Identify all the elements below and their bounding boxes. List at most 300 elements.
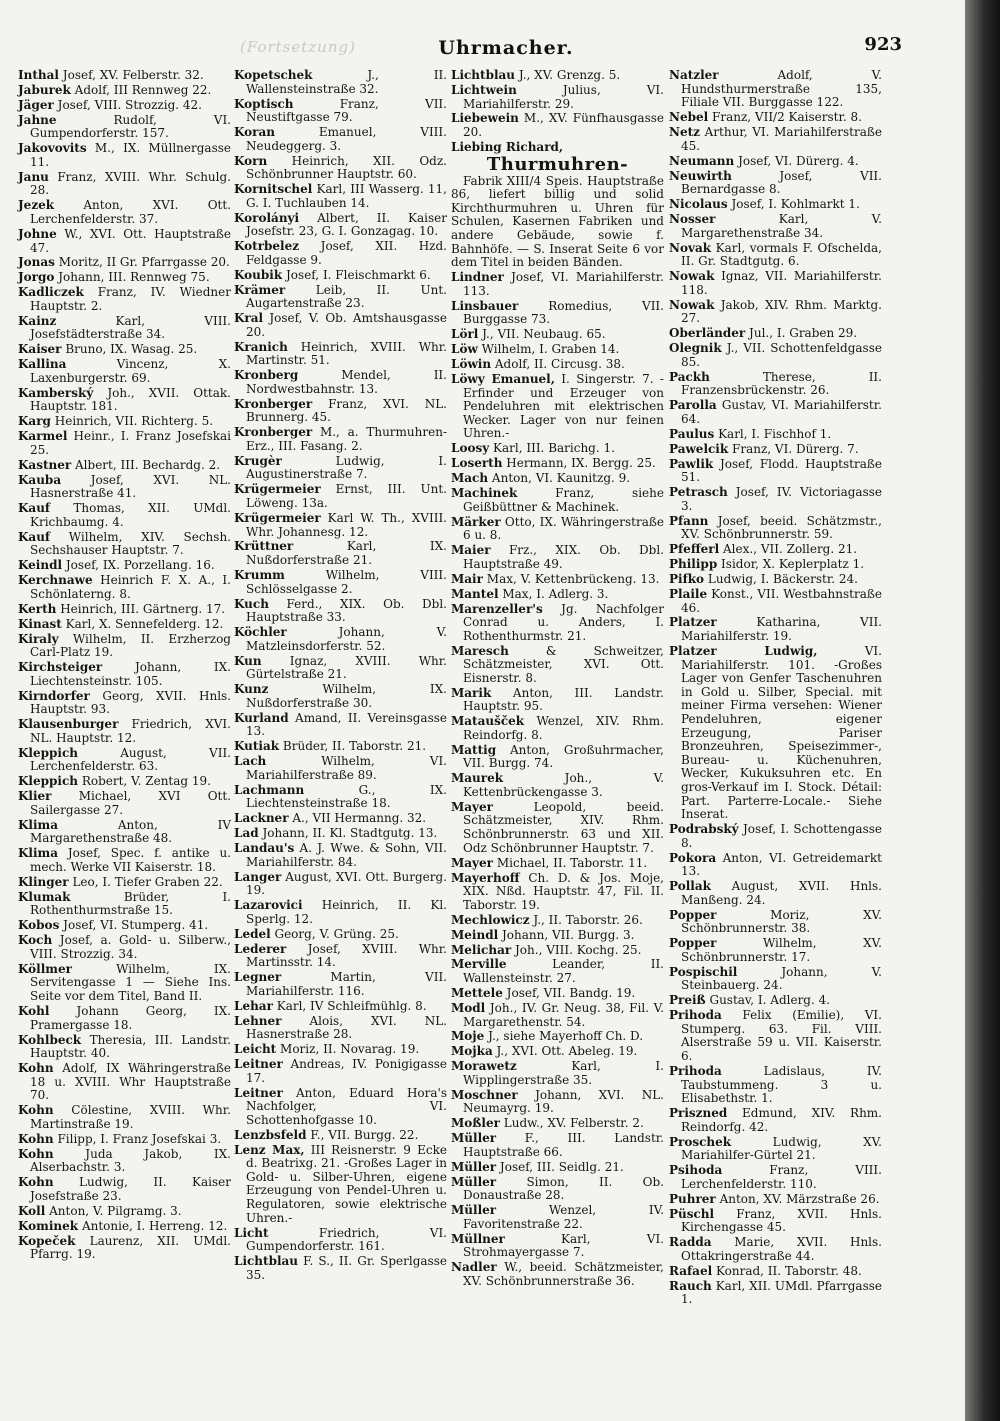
entry-name: Kominek xyxy=(18,1218,79,1233)
entry-address: Wilhelm, VI. Mariahilferstraße 89. xyxy=(246,754,447,782)
directory-entry xyxy=(234,1129,447,1143)
entry-name: Leitner xyxy=(234,1057,283,1072)
page-edge-shadow xyxy=(965,0,1000,1421)
entry-address: Wilhelm, IX. Nußdorferstraße 30. xyxy=(246,682,447,710)
entry-name: Kronberger xyxy=(234,425,313,440)
directory-entry xyxy=(18,171,231,198)
directory-entry xyxy=(669,371,882,398)
entry-name: Nicolaus xyxy=(669,197,728,212)
entry-address: Albert, III. Bechardg. 2. xyxy=(75,457,221,472)
entry-name: Legner xyxy=(234,970,282,985)
entry-address: Rudolf, VI. Gumpendorferstr. 157. xyxy=(30,112,231,141)
entry-name: Jonas xyxy=(18,255,55,270)
directory-entry xyxy=(669,994,882,1008)
entry-name: Rafael xyxy=(669,1263,713,1278)
entry-name: Kurland xyxy=(234,710,289,725)
directory-entry xyxy=(669,342,882,369)
entry-address: J., II. Taborstr. 26. xyxy=(533,912,643,927)
entry-name: Krüttner xyxy=(234,539,294,554)
entry-name: Jakovovits xyxy=(18,141,87,156)
entry-address: Friedrich, VI. Gumpendorferstr. 161. xyxy=(246,1225,447,1254)
entry-name: Natzler xyxy=(669,68,719,82)
directory-entry xyxy=(18,343,231,357)
entry-address: Adolf, V. Hundsthurmerstraße 135, Filiale VII. Burggasse 122. xyxy=(681,68,882,110)
entry-name: Kastner xyxy=(18,457,72,472)
entry-name: Nowak xyxy=(669,269,715,284)
entry-name: Kerth xyxy=(18,601,57,616)
directory-column-2 xyxy=(234,69,447,1284)
directory-entry xyxy=(18,1034,231,1061)
page-number: 923 xyxy=(864,34,902,55)
directory-entry xyxy=(451,772,664,799)
directory-entry xyxy=(18,633,231,660)
entry-address: Felix (Emilie), VI. Stumperg. 63. Fil. VIII. Alserstraße 59 u. VII. Kaiserstr. 6. xyxy=(681,1008,882,1063)
directory-entry xyxy=(234,598,447,625)
directory-entry xyxy=(234,842,447,869)
entry-name: Plaile xyxy=(669,586,708,601)
entry-name: Novak xyxy=(669,240,712,255)
directory-entry xyxy=(18,1220,231,1234)
entry-name: Püschl xyxy=(669,1206,715,1221)
entry-name: Lehner xyxy=(234,1013,282,1028)
entry-name: Pfann xyxy=(669,513,709,528)
directory-entry xyxy=(451,544,664,571)
entry-name: Krämer xyxy=(234,282,286,297)
entry-name: Lederer xyxy=(234,941,287,956)
entry-name: Müllner xyxy=(451,1231,505,1246)
entry-name: Moschner xyxy=(451,1087,518,1102)
entry-address: Karl, VIII. Josefstädterstraße 34. xyxy=(30,313,231,342)
directory-entry xyxy=(18,876,231,890)
entry-name: Köllmer xyxy=(18,961,72,976)
entry-name: Lörl xyxy=(451,327,479,342)
directory-entry xyxy=(669,1193,882,1207)
entry-name: Mettele xyxy=(451,986,503,1000)
entry-name: Neuwirth xyxy=(669,168,732,183)
entry-name: Märker xyxy=(451,514,501,529)
entry-name: Mataušček xyxy=(451,714,525,729)
directory-column-4 xyxy=(669,69,882,1308)
entry-name: Mayer xyxy=(451,799,493,814)
entry-address: Josef, VI. Dürerg. 4. xyxy=(738,153,859,168)
entry-address: Frz., XIX. Ob. Dbl. Hauptstraße 49. xyxy=(463,543,664,571)
entry-address: Robert, V. Zentag 19. xyxy=(81,774,211,789)
directory-entry xyxy=(451,744,664,771)
entry-address: Wenzel, XIV. Rhm. Reindorfg. 8. xyxy=(463,714,664,742)
entry-name: Lackner xyxy=(234,811,289,826)
entry-address: Ferd., XIX. Ob. Dbl. Hauptstraße 33. xyxy=(246,596,447,625)
entry-name: Jäger xyxy=(18,97,54,112)
directory-entry xyxy=(18,661,231,688)
directory-entry xyxy=(234,1144,447,1226)
entry-address: M., IX. Müllnergasse 11. xyxy=(30,141,231,169)
directory-entry xyxy=(451,914,664,928)
entry-name: Puhrer xyxy=(669,1191,716,1206)
entry-name: Platzer xyxy=(669,615,717,630)
entry-address: J., XVI. Ott. Abeleg. 19. xyxy=(496,1044,638,1059)
directory-entry xyxy=(451,588,664,602)
entry-address: Romedius, VII. Burggasse 73. xyxy=(463,298,664,327)
entry-address: Ladislaus, IV. Taubstummeng. 3 u. Elisabethstr. 1. xyxy=(681,1063,882,1106)
directory-entry xyxy=(669,616,882,643)
entry-name: Klier xyxy=(18,789,52,804)
entry-name: Inthal xyxy=(18,68,59,82)
entry-name: Löwin xyxy=(451,356,492,371)
entry-name: Kral xyxy=(234,311,264,326)
directory-entry xyxy=(234,212,447,239)
directory-entry xyxy=(18,1176,231,1203)
entry-name: Loosy xyxy=(451,441,490,456)
directory-entry xyxy=(669,443,882,457)
entry-name: Pawlik xyxy=(669,456,714,471)
entry-address: Ignaz, XVIII. Whr. Gürtelstraße 21. xyxy=(246,653,447,682)
entry-address: Friedrich, XVI. NL. Hauptstr. 12. xyxy=(30,717,231,745)
directory-entry xyxy=(18,459,231,473)
directory-entry xyxy=(451,929,664,943)
directory-entry xyxy=(451,944,664,958)
entry-address: Karl, I. Wipplingerstraße 35. xyxy=(463,1059,664,1087)
entry-name: Kronberg xyxy=(234,368,299,383)
entry-address: Adolf, II. Circusg. 38. xyxy=(494,356,625,371)
entry-name: Neumann xyxy=(669,153,735,168)
entry-address: Josef, III. Seidlg. 21. xyxy=(499,1159,624,1174)
entry-name: Kauf xyxy=(18,501,51,516)
directory-entry xyxy=(234,683,447,710)
entry-address: Heinrich F. X. A., I. Schönlaterng. 8. xyxy=(30,573,231,601)
bleed-through-text: (Fortsetzung) xyxy=(240,38,356,56)
entry-address: Filipp, I. Franz Josefskai 3. xyxy=(57,1131,222,1146)
entry-address: I. Singerstr. 7. -Erfinder und Erzeuger von Pendeluhren mit elektrischen Wecker. Lager von nur feinen Uhren.- xyxy=(463,371,664,441)
entry-address: F., VII. Burgg. 22. xyxy=(310,1127,419,1142)
directory-entry xyxy=(18,559,231,573)
entry-address: Georg, V. Grüng. 25. xyxy=(274,926,399,941)
directory-entry xyxy=(669,880,882,907)
directory-entry xyxy=(18,1133,231,1147)
entry-name: Leicht xyxy=(234,1042,277,1057)
entry-address: Josef, VI. Stumperg. 41. xyxy=(63,918,209,933)
entry-address: Jg. Nachfolger Conrad u. Anders, I. Rothenthurmstr. 21. xyxy=(463,601,664,643)
directory-entry xyxy=(18,747,231,774)
directory-entry xyxy=(18,1104,231,1131)
entry-address: Brüder, II. Taborstr. 21. xyxy=(282,739,427,754)
entry-address: F. S., II. Gr. Sperlgasse 35. xyxy=(246,1254,447,1282)
directory-entry xyxy=(669,242,882,269)
entry-name: Olegnik xyxy=(669,341,722,356)
directory-entry xyxy=(669,327,882,341)
entry-address: Theresia, III. Landstr. Hauptstr. 40. xyxy=(30,1032,231,1061)
entry-name: Nadler xyxy=(451,1260,497,1275)
directory-entry xyxy=(669,198,882,212)
entry-name: Loserth xyxy=(451,456,503,471)
directory-entry xyxy=(669,937,882,964)
directory-entry xyxy=(451,457,664,471)
entry-address: Karl, XII. UMdl. Pfarrgasse 1. xyxy=(681,1278,882,1307)
entry-name: Kohn xyxy=(18,1061,54,1076)
entry-name: Mayer xyxy=(451,855,493,870)
directory-entry xyxy=(18,603,231,617)
entry-address: Anton, VI. Getreidemarkt 13. xyxy=(681,850,882,879)
entry-address: III Reisnerstr. 9 Ecke d. Beatrixg. 21. -Großes Lager in Gold- u. Silber-Uhren, eigene Erzeugung von Pendel-Uhren u. Regulatoren, sowie elektrische Uhren.- xyxy=(246,1142,447,1225)
directory-entry xyxy=(669,1009,882,1063)
entry-address: Moritz, II Gr. Pfarrgasse 20. xyxy=(58,255,230,270)
directory-entry xyxy=(669,458,882,485)
entry-address: Johann, III. Rennweg 75. xyxy=(58,270,210,285)
entry-name: Jahne xyxy=(18,112,57,127)
entry-name: Pawelcik xyxy=(669,441,729,456)
entry-address: Thomas, XII. UMdl. Krichbaumg. 4. xyxy=(30,501,231,529)
entry-name: Mojka xyxy=(451,1044,493,1059)
entry-name: Platzer Ludwig, xyxy=(669,644,818,658)
entry-address: Heinrich, XVIII. Whr. Martinstr. 51. xyxy=(246,339,447,368)
directory-entry xyxy=(669,852,882,879)
directory-entry xyxy=(669,69,882,110)
entry-name: Kobos xyxy=(18,918,60,933)
entry-name: Klumak xyxy=(18,889,71,904)
entry-name: Jorgo xyxy=(18,270,55,285)
entry-address: Leander, II. Wallensteinstr. 27. xyxy=(463,957,664,986)
entry-address: Jakob, XIV. Rhm. Marktg. 27. xyxy=(681,297,882,326)
entry-name: Koubik xyxy=(234,267,283,282)
directory-entry xyxy=(18,690,231,717)
directory-entry xyxy=(669,126,882,153)
entry-name: Pokora xyxy=(669,850,717,865)
entry-name: Linsbauer xyxy=(451,298,519,313)
entry-address: Johann Georg, IX. Pramergasse 18. xyxy=(30,1004,231,1032)
entry-address: Gustav, VI. Mariahilferstr. 64. xyxy=(681,398,882,426)
directory-entry xyxy=(18,919,231,933)
entry-address: Anton, Großuhrmacher, VII. Burgg. 74. xyxy=(463,742,664,771)
entry-address: Anton, III. Landstr. Hauptstr. 95. xyxy=(463,685,664,714)
directory-entry xyxy=(18,1148,231,1175)
entry-name: Maresch xyxy=(451,643,509,658)
page-title: Uhrmacher. xyxy=(438,37,574,59)
entry-address: Wilhelm, IX. Servitengasse 1 — Siehe Ins. Seite vor dem Titel, Band II. xyxy=(30,961,231,1004)
entry-name: Kallina xyxy=(18,357,67,372)
directory-entry xyxy=(18,891,231,918)
entry-name: Psihoda xyxy=(669,1163,723,1178)
entry-name: Kopeček xyxy=(18,1233,76,1248)
entry-name: Modl xyxy=(451,1000,486,1015)
entry-address: Karl, V. Margarethenstraße 34. xyxy=(681,212,882,240)
entry-name: Korn xyxy=(234,153,268,168)
entry-name: Licht xyxy=(234,1225,269,1240)
entry-name: Kadliczek xyxy=(18,285,84,300)
directory-entry xyxy=(234,1255,447,1282)
entry-address: Karl, I. Fischhof 1. xyxy=(718,426,832,441)
entry-name: Prihoda xyxy=(669,1008,722,1023)
entry-name: Nebel xyxy=(669,110,709,125)
entry-name: Mair xyxy=(451,571,483,586)
entry-address: Joh., XVII. Ottak. Hauptstr. 181. xyxy=(30,385,231,414)
entry-name: Prihoda xyxy=(669,1063,722,1078)
entry-address: Leopold, beeid. Schätzmeister, XIV. Rhm. Schönbrunnerstr. 63 und XII. Odz Schönbrunner Hauptstr. 7. xyxy=(463,799,664,855)
entry-name: Koptisch xyxy=(234,96,294,111)
entry-name: Packh xyxy=(669,369,710,384)
entry-address: Bruno, IX. Wasag. 25. xyxy=(65,342,198,357)
entry-name: Karg xyxy=(18,414,51,429)
entry-address: J., II. Wallensteinstraße 32. xyxy=(246,68,447,96)
directory-entry xyxy=(18,114,231,141)
directory-entry xyxy=(451,603,664,644)
entry-name: Lichtblau xyxy=(234,1254,299,1269)
entry-name: Lachmann xyxy=(234,782,305,797)
directory-entry xyxy=(234,1227,447,1254)
entry-name: Pifko xyxy=(669,572,705,586)
entry-address: M., XV. Fünfhausgasse 20. xyxy=(463,111,664,140)
directory-entry xyxy=(451,1261,664,1288)
entry-name: Kohl xyxy=(18,1004,50,1018)
directory-column-3 xyxy=(451,69,664,1290)
entry-name: Lazarovici xyxy=(234,898,303,913)
entry-address: Martin, VII. Mariahilferstr. 116. xyxy=(246,970,447,998)
directory-entry xyxy=(234,1043,447,1057)
directory-entry xyxy=(18,790,231,817)
entry-address: Josef, beeid. Schätzmstr., XV. Schönbrunnerstr. 59. xyxy=(681,513,882,542)
entry-name: Nosser xyxy=(669,212,716,226)
directory-entry xyxy=(451,715,664,742)
entry-name: Janu xyxy=(18,169,49,184)
entry-name: Kuch xyxy=(234,596,269,611)
entry-address: Franz, VI. Dürerg. 7. xyxy=(732,441,859,456)
entry-address: Gustav, I. Adlerg. 4. xyxy=(709,993,831,1008)
entry-name: Kleppich xyxy=(18,774,78,789)
entry-name: Parolla xyxy=(669,398,717,413)
entry-name: Moje xyxy=(451,1029,485,1044)
entry-address: Wilhelm, II. Erzherzog Carl-Platz 19. xyxy=(30,631,231,660)
entry-name: Mechlowicz xyxy=(451,912,530,927)
directory-entry xyxy=(234,512,447,539)
entry-address: J., VII. Neubaug. 65. xyxy=(482,327,606,342)
entry-name: Popper xyxy=(669,936,717,951)
entry-address: Karl, vormals F. Ofschelda, II. Gr. Stadtgutg. 6. xyxy=(681,240,882,269)
entry-address: Adolf, IX Währingerstraße 18 u. XVIII. Whr Hauptstraße 70. xyxy=(30,1061,231,1103)
entry-name: Köchler xyxy=(234,625,287,640)
entry-address: Alois, XVI. NL. Hasnerstraße 28. xyxy=(246,1013,447,1042)
entry-address: J., XV. Grenzg. 5. xyxy=(518,68,621,82)
entry-name: Pfefferl xyxy=(669,542,720,557)
entry-description: Fabrik XIII/4 Speis. Hauptstraße 86, liefert billig und solid Kirchthurmuhren u. Uhren für Schulen, Kasernen Fabriken und andere Gebäude, sowie f. Bahnhöfe. — S. Inserat Seite 6 vor dem Titel in beiden Bänden. xyxy=(451,173,664,270)
entry-name: Kirndorfer xyxy=(18,688,90,703)
directory-entry xyxy=(451,1176,664,1203)
entry-name: Jezek xyxy=(18,198,55,213)
entry-address: Karl, X. Sennefelderg. 12. xyxy=(65,616,224,631)
entry-address: Konst., VII. Westbahnstraße 46. xyxy=(681,586,882,615)
directory-entry xyxy=(669,213,882,240)
entry-name: Krugèr xyxy=(234,453,282,468)
entry-name: Marenzeller's xyxy=(451,601,543,616)
directory-entry xyxy=(669,966,882,993)
entry-name: Kronberger xyxy=(234,396,313,411)
entry-name: Kerchnawe xyxy=(18,573,93,588)
entry-name: Kamberský xyxy=(18,385,94,400)
entry-address: Joh., VIII. Kochg. 25. xyxy=(515,942,642,957)
directory-entry xyxy=(234,240,447,267)
entry-name: Netz xyxy=(669,125,700,140)
entry-address: Moriz, XV. Schönbrunnerstr. 38. xyxy=(681,907,882,936)
directory-entry xyxy=(669,823,882,850)
directory-entry xyxy=(18,430,231,457)
directory-entry xyxy=(669,299,882,326)
directory-entry xyxy=(18,199,231,226)
entry-address: Johann, XVI. NL. Neumayrg. 19. xyxy=(463,1087,664,1116)
entry-address: Ch. D. & Jos. Moje, XIX. Nßd. Hauptstr. 47, Fil. II. Taborstr. 19. xyxy=(463,870,664,912)
entry-name: Müller xyxy=(451,1131,497,1146)
entry-name: Moßler xyxy=(451,1116,500,1131)
directory-entry xyxy=(451,300,664,327)
directory-entry xyxy=(451,1117,664,1131)
entry-address: Karl, IV Schleifmühlg. 8. xyxy=(276,998,427,1013)
entry-name: Leitner xyxy=(234,1085,283,1100)
entry-address: Adolf, III Rennweg 22. xyxy=(74,82,212,97)
entry-name: Löwy Emanuel, xyxy=(451,371,555,386)
entry-name: Krumm xyxy=(234,567,285,582)
entry-address: & Schweitzer, Schätzmeister, XVI. Ott. Eisnerstr. 8. xyxy=(463,643,664,685)
entry-address: Laurenz, XII. UMdl. Pfarrg. 19. xyxy=(30,1233,231,1262)
entry-headline: Thurmuhren- xyxy=(486,153,629,175)
directory-entry xyxy=(451,1233,664,1260)
directory-entry xyxy=(18,315,231,342)
entry-name: Kainz xyxy=(18,313,57,328)
directory-entry xyxy=(451,112,664,139)
entry-name: Liebewein xyxy=(451,111,519,126)
entry-address: Julius, VI. Mariahilferstr. 29. xyxy=(463,82,664,111)
entry-name: Lichtwein xyxy=(451,82,517,97)
entry-address: August, XVII. Hnls. Manßeng. 24. xyxy=(681,879,882,907)
entry-address: Karl, III Wasserg. 11, G. I. Tuchlauben 14. xyxy=(246,182,447,210)
entry-address: Josef, VI. Mariahilferstr. 113. xyxy=(463,270,664,298)
directory-entry xyxy=(669,155,882,169)
entry-name: Klima xyxy=(18,817,59,832)
directory-entry xyxy=(18,502,231,529)
directory-entry xyxy=(669,909,882,936)
directory-entry xyxy=(18,847,231,874)
entry-name: Morawetz xyxy=(451,1059,517,1074)
entry-address: Vincenz, X. Laxenburgerstr. 69. xyxy=(30,357,231,385)
directory-entry xyxy=(234,784,447,811)
directory-entry xyxy=(451,358,664,372)
directory-entry xyxy=(451,1204,664,1231)
entry-address: W., beeid. Schätzmeister, XV. Schönbrunnerstraße 36. xyxy=(463,1260,664,1288)
directory-entry xyxy=(669,1136,882,1163)
entry-name: Kun xyxy=(234,653,262,668)
entry-address: Otto, IX. Währingerstraße 6 u. 8. xyxy=(463,514,664,543)
directory-entry xyxy=(451,271,664,298)
entry-address: Franz, XVII. Hnls. Kirchengasse 45. xyxy=(681,1206,882,1235)
entry-address: Franz, IV. Wiedner Hauptstr. 2. xyxy=(30,285,231,313)
directory-entry xyxy=(18,1005,231,1032)
entry-name: Lad xyxy=(234,826,259,841)
entry-name: Kohn xyxy=(18,1175,54,1190)
entry-address: Anton, Eduard Hora's Nachfolger, VI. Schottenhofgasse 10. xyxy=(246,1085,447,1127)
directory-entry xyxy=(451,872,664,913)
entry-name: Priszned xyxy=(669,1106,728,1121)
entry-address: Anton, XV. Märzstraße 26. xyxy=(719,1191,880,1206)
entry-address: Wilhelm, XV. Schönbrunnerstr. 17. xyxy=(681,936,882,964)
entry-name: Petrasch xyxy=(669,485,728,500)
entry-address: Hermann, IX. Bergg. 25. xyxy=(506,456,656,471)
entry-name: Merville xyxy=(451,957,507,972)
entry-address: August, VII. Lerchenfelderstr. 63. xyxy=(30,745,231,774)
directory-entry xyxy=(669,1208,882,1235)
entry-address: Ernst, III. Unt. Löweng. 13a. xyxy=(246,482,447,510)
directory-entry xyxy=(451,328,664,342)
entry-name: Kiraly xyxy=(18,631,59,646)
entry-address: Therese, II. Franzensbrückenstr. 26. xyxy=(681,369,882,398)
entry-name: Radda xyxy=(669,1235,712,1250)
directory-entry xyxy=(669,588,882,615)
directory-entry xyxy=(451,958,664,985)
entry-address: G., IX. Liechtensteinstraße 18. xyxy=(246,782,447,811)
